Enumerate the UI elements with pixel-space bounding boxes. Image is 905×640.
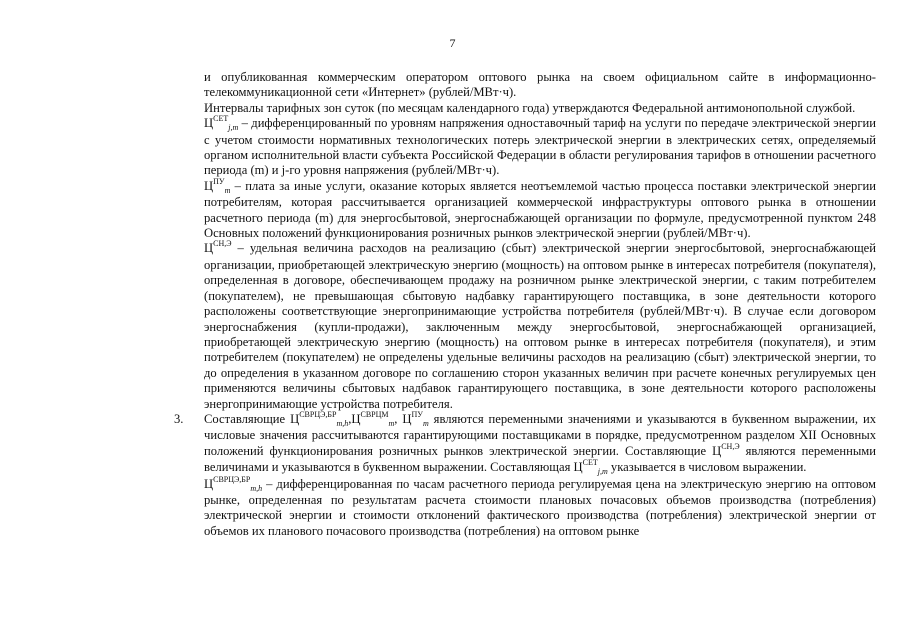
symbol-c: Ц — [573, 460, 583, 475]
symbol-c: Ц — [204, 476, 214, 491]
item-lead: Составляющие — [204, 411, 291, 426]
superscript: СН,Э — [721, 441, 740, 451]
superscript: СВРЦЭ,БР — [213, 474, 251, 484]
subscript: m,h — [336, 418, 349, 428]
subscript: j,m — [228, 123, 239, 133]
symbol-c: Ц — [712, 443, 722, 458]
paragraph-regulated-price — [204, 474, 876, 540]
superscript: СН,Э — [213, 239, 232, 249]
symbol-c: Ц — [290, 411, 300, 426]
symbol-c: Ц — [204, 241, 214, 256]
paragraph-2: Интервалы тарифных зон суток (по месяцам календарного года) утверждаются Федеральной антимонопольной службой. — [204, 100, 856, 115]
paragraph-1: и опубликованная коммерческим оператором оптового рынка на своем официальном сайте в информационно-телекоммуникационной сети «Интернет» (рублей/МВт·ч). — [204, 70, 876, 100]
symbol-c: Ц — [204, 116, 214, 131]
subscript: m — [224, 185, 231, 195]
paragraph-fee-pu — [204, 176, 876, 242]
definition-text: – дифференцированный по уровням напряжения одноставочный тариф на услуги по передаче электрической энергии с учетом стоимости нормативных технологических потерь электрической энергии в электрических сетях, определяемый органом исполнительной власти субъекта Российской Федерации в области регулирования тарифов в отношении расчетного периода (m) и j-го уровня напряжения (рублей/МВт·ч). — [204, 116, 876, 178]
subscript: m — [388, 418, 395, 428]
item-text-2: являются переменными величинами и указываются в буквенном выражении. Составляющая — [204, 443, 876, 475]
subscript: m,h — [250, 483, 263, 493]
superscript: ПУ — [213, 176, 225, 186]
numbered-item-3 — [174, 409, 877, 477]
superscript: ПУ — [411, 409, 423, 419]
definition-text: – удельная величина расходов на реализацию (сбыт) электрической энергии энергосбытовой, энергоснабжающей организации, приобретающей электрическую энергию (мощность) на оптовом рынке в интересах потребителя (покупателя), определенная в договоре, обеспечивающем продажу на розничном рынке электрической энергии, с таким потребителем (покупателем), не превышающая сбытовую надбавку гарантирующего поставщика, в зоне деятельности которого расположены соответствующие энергопринимающие устройства потребителя (рублей/МВт·ч). В случае если договором энергоснабжения (купли-продажи), заключенным между энергосбытовой, энергоснабжающей организацией, приобретающей электрическую энергию (мощность) на оптовом рынке в интересах потребителя (покупателя), и этим потребителем (покупателем) не определены удельные величины расходов на реализацию (сбыт) электрической энергии, то до определения в указанном договоре по соглашению сторон указанных величин при расчете конечных регулируемых цен применяются величины сбытовых надбавок гарантирующего поставщика, в зоне деятельности которого расположены энергопринимающие устройства потребителя. — [204, 241, 876, 411]
separator: , — [348, 411, 352, 426]
superscript: СВРЦМ — [360, 409, 389, 419]
separator: , — [394, 411, 398, 426]
page-number: 7 — [449, 36, 456, 50]
subscript: j,m — [597, 467, 608, 477]
superscript: СЕТ — [582, 458, 598, 468]
symbol-c: Ц — [402, 411, 412, 426]
definition-text: – дифференцированная по часам расчетного периода регулируемая цена на электрическую энергию на оптовом рынке, определенная по результатам расчета стоимости плановых почасовых объемов производства (потребления) электрической энергии и стоимости отклонений фактического производства (потребления) электрической энергии от объемов их планового почасового производства (потребления) на оптовом рынке — [204, 476, 876, 538]
document-body — [174, 70, 877, 539]
paragraph-sales-expense — [204, 241, 876, 411]
definition-text: – плата за иные услуги, оказание которых является неотъемлемой частью процесса поставки электрической энергии потребителям, которая рассчитывается организацией коммерческой инфраструктуры оптового рынка в отношении расчетного периода (m) для энергосбытовой, энергоснабжающей организации по формуле, предусмотренной пунктом 248 Основных положений функционирования розничных рынков электрической энергии (рублей/МВт·ч). — [204, 178, 876, 241]
symbol-c: Ц — [204, 178, 214, 193]
item-text-3: указывается в числовом выражении. — [607, 460, 807, 475]
symbol-c: Ц — [351, 411, 361, 426]
item-text-1: являются переменными значениями и указываются в буквенном выражении, их числовые значения рассчитываются гарантирующими поставщиками в порядке, предусмотренном разделом XII Основных положений функционирования розничных рынков электрической энергии. Составляющие — [204, 411, 877, 458]
paragraph-tariff-set — [204, 116, 876, 179]
superscript: СЕТ — [213, 114, 229, 124]
superscript: СВРЦЭ,БР — [299, 409, 337, 419]
item-number: 3. — [174, 411, 184, 426]
subscript: m — [422, 418, 429, 428]
